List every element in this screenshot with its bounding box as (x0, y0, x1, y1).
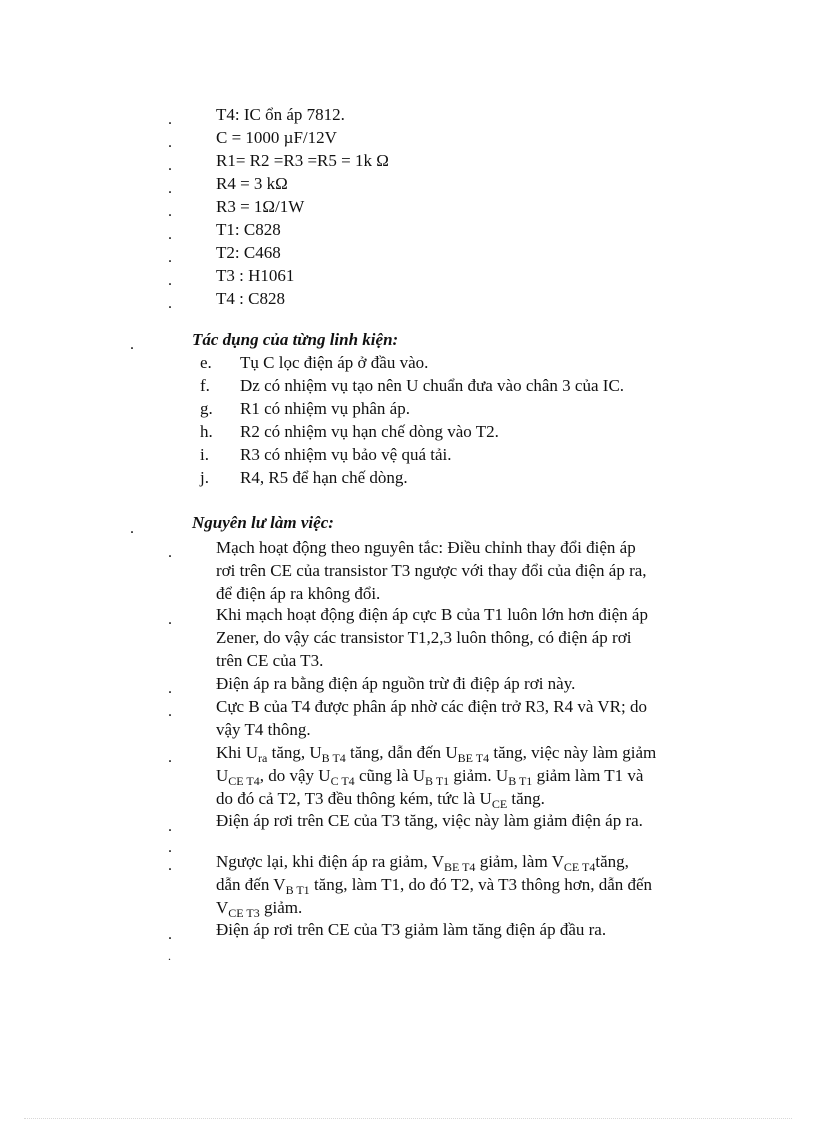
bullet: . (130, 520, 134, 537)
bullet: . (168, 749, 172, 766)
list-letter: g. (200, 399, 213, 418)
paragraph-line: trên CE của T3. (216, 651, 324, 670)
paragraph-line: Khi mạch hoạt động điện áp cực B của T1 luôn lớn hơn điện áp (216, 605, 648, 624)
paragraph-line: Điện áp ra bằng điện áp nguồn trừ đi điệp áp rơi này. (216, 674, 576, 693)
component-item: T4 : C828 (216, 289, 285, 308)
paragraph-line: Mạch hoạt động theo nguyên tắc: Điều chỉnh thay đổi điện áp (216, 538, 636, 557)
paragraph-line: rơi trên CE của transistor T3 ngược với thay đổi của điện áp ra, (216, 561, 647, 580)
paragraph-line: dẫn đến $V_{B T1}$ tăng, làm T1, do đó T2, và T3 thông hơn, dẫn đến (216, 875, 653, 897)
component-item: T3 : H1061 (216, 266, 295, 285)
bullet: . (168, 157, 172, 174)
bullet: . (168, 295, 172, 312)
list-item: Tụ C lọc điện áp ở đầu vào. (240, 353, 429, 372)
component-item: T1: C828 (216, 220, 281, 239)
paragraph-line: do đó cả T2, T3 đều thông kém, tức là $U_{CE}$ tăng. (216, 789, 545, 811)
component-item: C = 1000 µF/12V (216, 128, 337, 147)
bullet: . (168, 203, 172, 220)
paragraph-line: Điện áp rơi trên CE của T3 tăng, việc này làm giảm điện áp ra. (216, 811, 643, 830)
bullet: . (168, 111, 172, 128)
list-item: R3 có nhiệm vụ bảo vệ quá tải. (240, 445, 452, 464)
bullet: . (168, 680, 172, 697)
bullet: . (168, 134, 172, 151)
section-heading: Nguyên lư làm việc: (192, 513, 334, 532)
bullet: . (168, 839, 172, 856)
bullet: . (168, 611, 172, 628)
list-item: R4, R5 để hạn chế dòng. (240, 468, 408, 487)
list-letter: e. (200, 353, 212, 372)
bullet: . (130, 336, 134, 353)
component-item: T2: C468 (216, 243, 281, 262)
component-item: R3 = 1Ω/1W (216, 197, 305, 216)
list-letter: i. (200, 445, 209, 464)
paragraph-line: Khi $U_{ra}$ tăng, $U_{B T4}$ tăng, dẫn đến $U_{BE T4}$ tăng, việc này làm giảm (216, 743, 657, 765)
list-item: R1 có nhiệm vụ phân áp. (240, 399, 410, 418)
page-bottom-divider (24, 1118, 792, 1119)
list-letter: h. (200, 422, 213, 441)
component-item: R4 = 3 kΩ (216, 174, 288, 193)
list-item: R2 có nhiệm vụ hạn chế dòng vào T2. (240, 422, 499, 441)
component-item: T4: IC ổn áp 7812. (216, 105, 345, 124)
paragraph-line: Cực B của T4 được phân áp nhờ các điện trở R3, R4 và VR; do (216, 697, 647, 716)
bullet: . (168, 949, 171, 963)
paragraph-line: để điện áp ra không đổi. (216, 584, 381, 603)
list-item: Dz có nhiệm vụ tạo nên U chuẩn đưa vào chân 3 của IC. (240, 376, 625, 395)
list-letter: j. (200, 468, 209, 487)
bullet: . (168, 180, 172, 197)
bullet: . (168, 926, 172, 943)
bullet: . (168, 818, 172, 835)
section-heading: Tác dụng của từng linh kiện: (192, 330, 399, 349)
bullet: . (168, 249, 172, 266)
bullet: . (168, 857, 172, 874)
bullet: . (168, 544, 172, 561)
list-letter: f. (200, 376, 210, 395)
component-item: R1= R2 =R3 =R5 = 1k Ω (216, 151, 389, 170)
bullet: . (168, 226, 172, 243)
paragraph-line: Điện áp rơi trên CE của T3 giảm làm tăng điện áp đầu ra. (216, 920, 607, 939)
paragraph-line: $U_{CE T4}$, do vậy $U_{C T4}$ cũng là $U_{B T1}$ giảm. $U_{B T1}$ giảm làm T1 và (216, 766, 644, 788)
paragraph-line: vậy T4 thông. (216, 720, 311, 739)
paragraph-line: Ngược lại, khi điện áp ra giảm, $V_{BE T4}$ giảm, làm $V_{CE T4}tăng$, (216, 852, 629, 874)
paragraph-line: Zener, do vậy các transistor T1,2,3 luôn thông, có điện áp rơi (216, 628, 632, 647)
bullet: . (168, 272, 172, 289)
bullet: . (168, 703, 172, 720)
paragraph-line: $V_{CE T3}$ giảm. (216, 898, 303, 920)
